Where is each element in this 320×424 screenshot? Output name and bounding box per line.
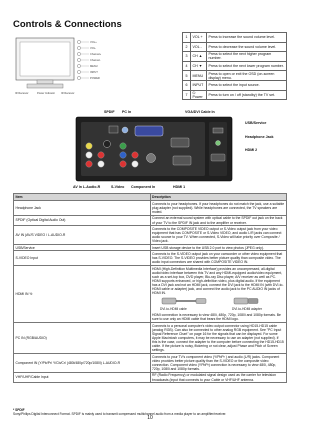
spdif-label: SPDIF: [104, 110, 115, 114]
description-cell: Connects to your headphones. If your headphones do not match the jack, use a suitable plug adapter (not supplied). While headphones are connected, the TV speakers are muted.: [150, 201, 287, 216]
control-number: 7: [183, 90, 191, 100]
table-row: [14, 322, 287, 353]
table-row: [14, 354, 287, 373]
control-number: 2: [183, 42, 191, 52]
diagram-label: IR Receiver: [61, 92, 75, 95]
control-number: 3: [183, 52, 191, 62]
vga-port: [135, 126, 163, 136]
diagram-label: MENU: [90, 65, 98, 68]
av-in-label: AV In L-Audio-R: [73, 185, 101, 189]
usb-label: USB/Service: [245, 121, 267, 125]
control-desc: Press to decrease the sound volume level.: [207, 42, 287, 52]
control-desc: Press to select the next lower program number.: [207, 61, 287, 71]
table-row: [183, 61, 287, 71]
tv-stand-base: [27, 84, 63, 88]
headphone-label: Headphone Jack: [245, 135, 274, 139]
hdmi2-label: HDMI 2: [245, 148, 258, 152]
table-row: [14, 226, 287, 245]
svideo-label: S-Video: [111, 185, 125, 189]
item-cell: Headphone Jack: [14, 201, 151, 216]
rear-connector-panel: [75, 116, 233, 182]
footnote-term: * SPDIF: [13, 408, 25, 412]
table-row: [14, 372, 287, 382]
description-cell: RF (Radio Frequency) or modulated signal design used as the carrier for television broadcasts (input that connects to your Cable or VHF/UHF antenna.: [150, 372, 287, 382]
control-key: CH ▼: [191, 61, 207, 71]
control-number: 5: [183, 71, 191, 81]
diagram-label: IR Receiver: [15, 92, 29, 95]
diagram-label: VOL-: [90, 47, 97, 50]
table-row: [14, 265, 287, 322]
adapter-caption: DVI-to-HDMI adapter: [232, 307, 262, 312]
table-row: [14, 201, 287, 216]
item-cell: HDMI IN ½: [14, 265, 151, 322]
description-cell: Connects to the COMPOSITE VIDEO output or S-Video output jack from your video equipment that has COMPOSITE or S-Video VIDEO, and audio L/R jacks can connect audio source to your TV. When connected, S-Video will take priority over Composite / Video jack.: [150, 226, 287, 245]
control-key: CH ▲: [191, 52, 207, 62]
tv-stand-neck: [37, 80, 53, 84]
control-desc: Press to select the next higher program number.: [207, 52, 287, 62]
table-row: [183, 42, 287, 52]
spdif-port: [109, 126, 118, 133]
item-cell: AV IN (AV/S VIDEO / L-AUDIO-R: [14, 226, 151, 245]
table-row: [183, 71, 287, 81]
description-cell: Connects to your TV's component video (Y/PbPr ) and audio (L/R) jacks. Component video provides better picture quality than the S-VIDEO or the composite video connection. Component video (YPbPr) connection is necessary to view 480i, 480p, 720p, 1080i and 1080p formats.: [150, 354, 287, 373]
usb-port: [213, 128, 223, 133]
control-number: 6: [183, 80, 191, 90]
control-desc: Press to turn on / off (standby) the TV set.: [207, 90, 287, 100]
item-cell: Component IN (Y/Pb/Pr/ Y/Cb/Cr/ (480i/480p/720p/1080i) L-AUDIO-R: [14, 354, 151, 373]
column-header: Item: [14, 194, 151, 201]
hdmi-description: HDMI (High-Definition Multimedia Interface) provides an uncompressed, all-digital audio/video interface between this TV and any HDMI-equipped audio/video equipment, such as a set-top box, DVD player, Blu-ray Disc player, A/V receiver as well as PC. HDMI supports enhanced, or high-definition video, plus digital audio. If the equipment has a DVI jack and not an HDMI jack, connect the DVI jack to the HDMI IN (with DVI-to-HDMI cable or adapter) jack, and connect the audio jack to the PC AUDIO IN jacks of HDMI IN.: [152, 266, 284, 296]
diagram-label: POWER: [90, 77, 100, 80]
item-cell: SPDIF (Optical Digital Audio Out): [14, 215, 151, 225]
pc-in-label: PC In: [122, 110, 132, 114]
description-cell: Insert USB storage device to the USB 2.0 port to view photos (JPEG only).: [150, 245, 287, 251]
component-label: Component In: [131, 185, 156, 189]
diagram-label: INPUT: [90, 71, 98, 74]
description-cell: Connects to the S-VIDEO output jack on your camcorder or other video equipment that has S-VIDEO. The S-VIDEO provides better picture quality than composite video. The audio input connectors are shared with COMPOSITE VIDEO IN.: [150, 251, 287, 266]
description-cell: Connects to a personal computer's video output connector using HD15-HD15 cable (analog RGB). Can also be connected to other analog RGB equipment. See "PC Input Signal Reference Chart" on page 16 for the signals that can be displayed. For some Apple Macintosh computers, it may be necessary to use an adapter (not supplied). If this is the case, connect the adapter to the computer before connecting the HD15-HD15 cable. If the picture is noisy, flickering or not clear, adjust Phase and Pitch of Screen settings.: [150, 322, 287, 353]
hdmi-description-extra: HDMI connection is necessary to view 480i, 480p, 720p, 1080i and 1080p formats. Be sure to use only an HDMI cable that bears the HDMI logo.: [152, 313, 281, 322]
headphone-jack: [216, 141, 221, 146]
control-number: 1: [183, 33, 191, 43]
description-cell: [150, 265, 287, 322]
control-number: 4: [183, 61, 191, 71]
hdmi2-port: [211, 154, 225, 161]
diagram-label: Power Indicator: [37, 92, 56, 95]
table-row: [183, 80, 287, 90]
column-header: Description: [150, 194, 287, 201]
svideo-port: [104, 141, 111, 148]
diagram-label: Channel-: [90, 59, 101, 62]
control-desc: Press to increase the sound volume level.: [207, 33, 287, 43]
cable-caption: DVI-to-HDMI cable: [160, 307, 187, 312]
table-row: [14, 215, 287, 225]
control-desc: Press to select the input source.: [207, 80, 287, 90]
item-cell: USB/Service: [14, 245, 151, 251]
control-desc: Press to open or exit the OSD (on-screen display) menu.: [207, 71, 287, 81]
table-row: [14, 251, 287, 266]
antenna-input: [147, 154, 156, 163]
description-cell: Connect an external sound system with optical cable to the SPDIF out jack on the back of your TV to the SPDIF IN jack and to the amplifier or receiver.: [150, 215, 287, 225]
page-title: Controls & Connections: [13, 19, 122, 30]
tv-front-diagram: [13, 32, 113, 114]
control-key: ⏻ Power: [191, 90, 207, 100]
item-cell: S-VIDEO Input: [14, 251, 151, 266]
item-cell: VHF/UHF/Cable Input: [14, 372, 151, 382]
diagram-label: VOL+: [90, 41, 97, 44]
vga-dvi-label: VGA/DVI Cable In: [185, 110, 215, 114]
page-number: 10: [147, 415, 153, 421]
connections-table: [13, 193, 287, 383]
side-buttons: [77, 40, 80, 79]
controls-table: [182, 32, 287, 100]
tv-screen: [20, 42, 70, 76]
hdmi-cable-illustration: [152, 296, 302, 313]
hdmi1-label: HDMI 1: [173, 185, 186, 189]
pc-audio-jack: [122, 127, 128, 133]
control-key: VOL -: [191, 42, 207, 52]
table-row: [183, 52, 287, 62]
control-key: INPUT: [191, 80, 207, 90]
diagram-label: Channel+: [90, 53, 102, 56]
item-cell: PC IN (RGB/AUDIO): [14, 322, 151, 353]
control-key: MENU: [191, 71, 207, 81]
footnote-text: Sony/Philips Digital Interconnect Format. SPDIF is mainly used to transmit compressed multichannel audio from a media player to an amplifier/receiver.: [13, 412, 227, 416]
table-row: [183, 33, 287, 43]
table-row: [183, 90, 287, 100]
table-header-row: [14, 194, 287, 201]
control-key: VOL +: [191, 33, 207, 43]
